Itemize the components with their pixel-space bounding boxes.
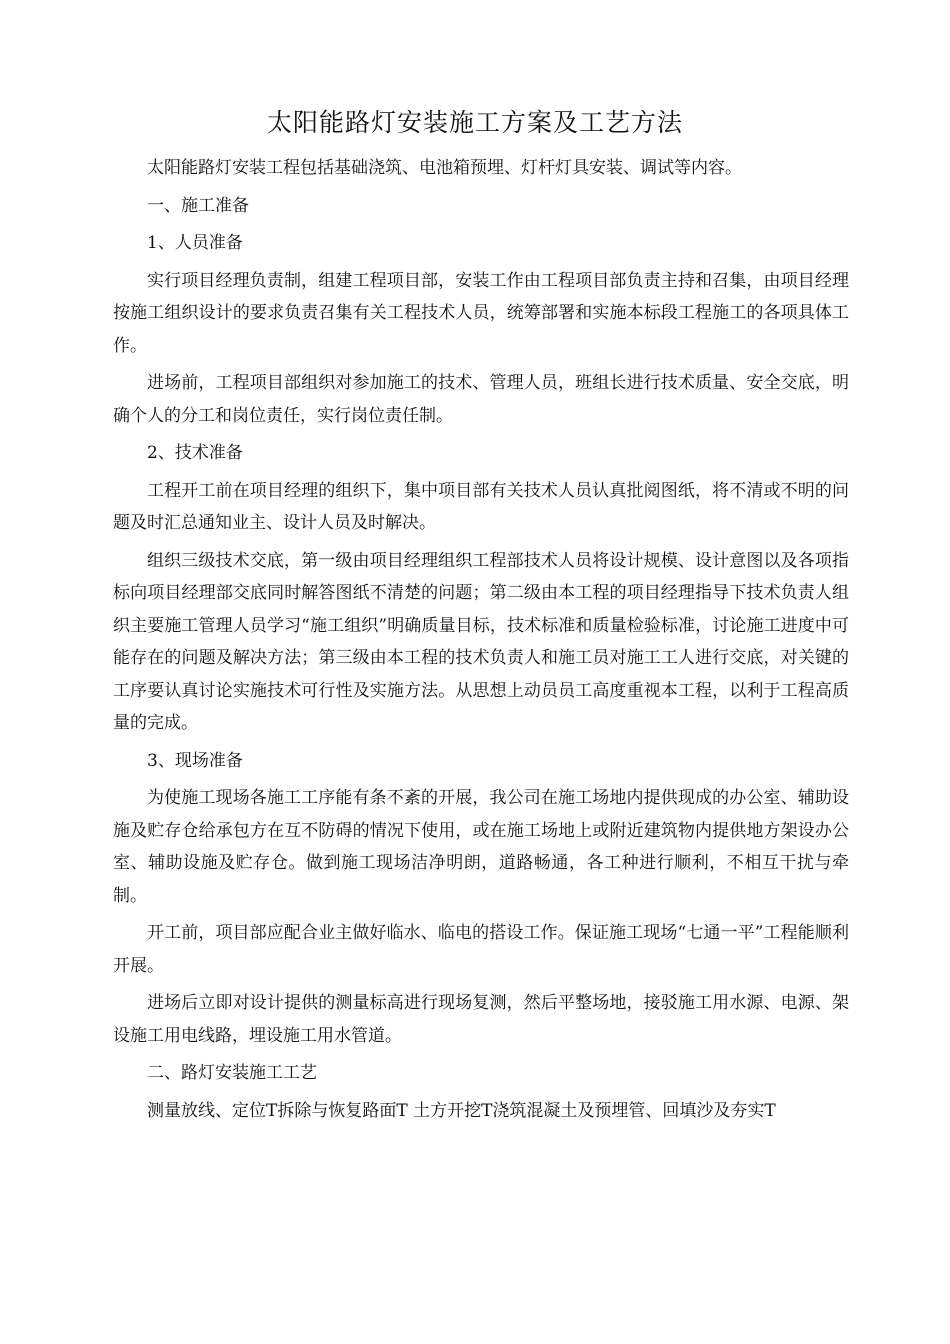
paragraph-technical-2: 组织三级技术交底，第一级由项目经理组织工程部技术人员将设计规模、设计意图以及各项指标向项目经理部交底同时解答图纸不清楚的问题；第二级由本工程的项目经理指导下技术负责人组织主要施工管理人员学习“施工组织”明确质量目标，技术标准和质量检验标准，讨论施工进度中可能存在的问题及解决方法；第三级由本工程的技术负责人和施工员对施工工人进行交底，对关键的工序要认真讨论实施技术可行性及实施方法。从思想上动员员工高度重视本工程，以利于工程高质量的完成。: [113, 550, 849, 733]
paragraph-site-2: 开工前，项目部应配合业主做好临水、临电的搭设工作。保证施工现场“七通一平”工程能顺利开展。: [113, 923, 849, 976]
intro-paragraph: 太阳能路灯安装工程包括基础浇筑、电池箱预埋、灯杆灯具安装、调试等内容。: [147, 158, 742, 178]
paragraph-technical-1: 工程开工前在项目经理的组织下，集中项目部有关技术人员认真批阅图纸，将不清或不明的问题及时汇总通知业主、设计人员及时解决。: [113, 480, 849, 533]
section-heading-preparation: 一、施工准备: [147, 195, 249, 216]
paragraph-site-1: 为使施工现场各施工工序能有条不紊的开展，我公司在施工场地内提供现成的办公室、辅助设施及贮存仓给承包方在互不防碍的情况下使用，或在施工场地上或附近建筑物内提供地方架设办公室、辅助设施及贮存仓。做到施工现场洁净明朗，道路畅通，各工种进行顺利，不相互干扰与牵制。: [113, 788, 849, 906]
document-title: 太阳能路灯安装施工方案及工艺方法: [266, 108, 683, 137]
paragraph-process-1: 测量放线、定位T拆除与恢复路面T 土方开挖T浇筑混凝土及预埋管、回填沙及夯实T: [147, 1100, 776, 1121]
subheading-personnel: 1、人员准备: [147, 233, 243, 253]
subheading-site: 3、现场准备: [147, 750, 243, 771]
document-body: [113, 152, 849, 1132]
subheading-technical: 2、技术准备: [147, 443, 243, 463]
paragraph-site-3: 进场后立即对设计提供的测量标高进行现场复测，然后平整场地，接驳施工用水源、电源、架设施工用电线路，埋设施工用水管道。: [113, 993, 849, 1046]
paragraph-personnel-1: 实行项目经理负责制，组建工程项目部，安装工作由工程项目部负责主持和召集，由项目经理按施工组织设计的要求负责召集有关工程技术人员，统筹部署和实施本标段工程施工的各项具体工作。: [113, 270, 849, 356]
paragraph-personnel-2: 进场前，工程项目部组织对参加施工的技术、管理人员，班组长进行技术质量、安全交底，明确个人的分工和岗位责任，实行岗位责任制。: [113, 373, 849, 426]
section-heading-process: 二、路灯安装施工工艺: [147, 1063, 317, 1083]
